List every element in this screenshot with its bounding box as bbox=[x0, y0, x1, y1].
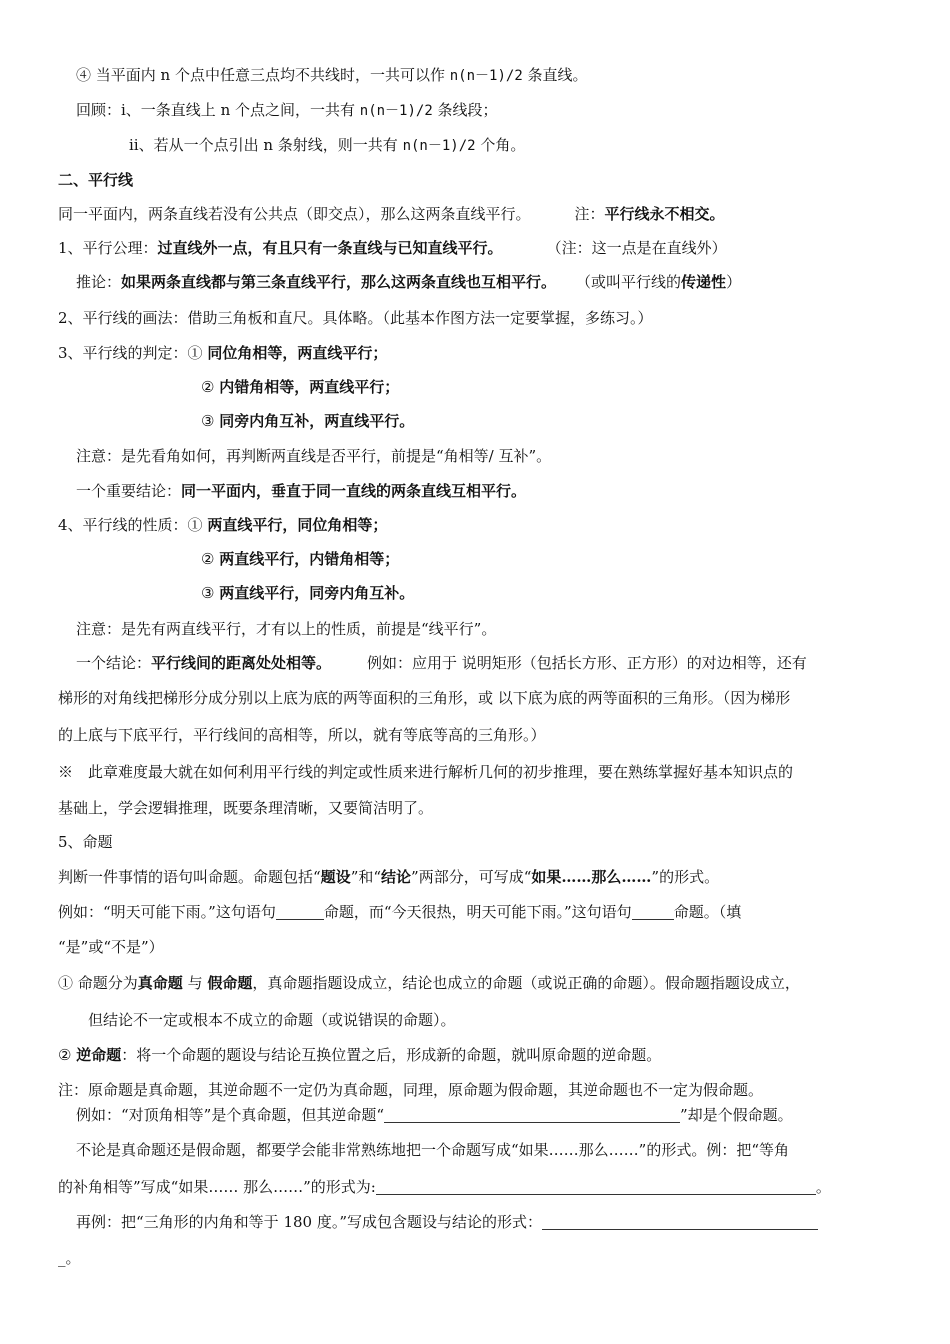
text-line: 一个重要结论：同一平面内，垂直于同一直线的两条直线互相平行。 bbox=[76, 482, 527, 500]
text-line: 梯形的对角线把梯形分成分别以上底为底的两等面积的三角形，或 以下底为底的两等面积的三角形。（因为梯形 bbox=[58, 689, 791, 707]
answer-blank[interactable] bbox=[632, 903, 674, 920]
text-line: ① 命题分为真命题 与 假命题，真命题指题设成立，结论也成立的命题（或说正确的命题）。假命题指题设成立， bbox=[58, 974, 800, 992]
section-heading: 5、命题 bbox=[58, 833, 113, 851]
text-line: 不论是真命题还是假命题，都要学会能非常熟练地把一个命题写成“如果……那么……”的形式。例：把“等角 bbox=[76, 1141, 790, 1159]
section-heading: 二、平行线 bbox=[58, 171, 134, 189]
text-line: 1、平行公理：过直线外一点，有且只有一条直线与已知直线平行。 （注：这一点是在直线外） bbox=[58, 239, 727, 257]
text-line: 4、平行线的性质：① 两直线平行，同位角相等； bbox=[58, 516, 388, 534]
text-line: ② 逆命题：将一个命题的题设与结论互换位置之后，形成新的命题，就叫原命题的逆命题。 bbox=[58, 1046, 662, 1064]
text-line: ② 两直线平行，内错角相等； bbox=[201, 550, 400, 568]
text-line: ③ 同旁内角互补，两直线平行。 bbox=[201, 412, 415, 430]
answer-blank[interactable] bbox=[276, 903, 324, 920]
answer-blank[interactable] bbox=[542, 1213, 818, 1230]
text-line: 再例：把“三角形的内角和等于 180 度。”写成包含题设与结论的形式： bbox=[76, 1211, 818, 1233]
text-line: ③ 两直线平行，同旁内角互补。 bbox=[201, 584, 415, 602]
text-line: 注意：是先有两直线平行，才有以上的性质，前提是“线平行”。 bbox=[76, 620, 497, 638]
text-line: 例如：“明天可能下雨。”这句语句 命题，而“今天很热，明天可能下雨。”这句语句 命题。（填 bbox=[58, 903, 742, 921]
text-line: ※ 此章难度最大就在如何利用平行线的判定或性质来进行解析几何的初步推理，要在熟练掌握好基本知识点的 bbox=[58, 763, 794, 781]
text-line: 3、平行线的判定：① 同位角相等，两直线平行； bbox=[58, 344, 388, 362]
text-line: 的补角相等”写成“如果…… 那么……”的形式为: 。 bbox=[58, 1178, 831, 1196]
text-line: ⅱ、若从一个点引出 n 条射线，则一共有 n(n－1)/2 个角。 bbox=[129, 136, 526, 154]
text-line: 的上底与下底平行，平行线间的高相等，所以，就有等底等高的三角形。） bbox=[58, 726, 546, 744]
text-line: 2、平行线的画法：借助三角板和直尺。具体略。（此基本作图方法一定要掌握，多练习。） bbox=[58, 309, 653, 327]
text-line: 注：原命题是真命题，其逆命题不一定仍为真命题，同理，原命题为假命题，其逆命题也不一定为假命题。 bbox=[58, 1081, 764, 1099]
answer-blank[interactable] bbox=[376, 1178, 816, 1195]
answer-blank[interactable] bbox=[384, 1106, 680, 1123]
text-line: _。 bbox=[58, 1249, 81, 1267]
text-line: “是”或“不是”） bbox=[58, 938, 164, 956]
text-line: 同一平面内，两条直线若没有公共点（即交点），那么这两条直线平行。 注：平行线永不相交。 bbox=[58, 205, 725, 223]
text-line: 注意：是先看角如何，再判断两直线是否平行，前提是“角相等/ 互补”。 bbox=[76, 447, 552, 465]
text-line: 判断一件事情的语句叫命题。命题包括“题设”和“结论”两部分，可写成“如果……那么……”的形式。 bbox=[58, 868, 720, 886]
text-line: ④ 当平面内 n 个点中任意三点均不共线时，一共可以作 n(n－1)/2 条直线。 bbox=[76, 66, 588, 84]
text-line: 推论：如果两条直线都与第三条直线平行，那么这两条直线也互相平行。 （或叫平行线的传递性） bbox=[76, 273, 742, 291]
text-line: 基础上，学会逻辑推理，既要条理清晰，又要简洁明了。 bbox=[58, 799, 434, 817]
text-line: 但结论不一定或根本不成立的命题（或说错误的命题）。 bbox=[88, 1011, 456, 1029]
text-line: ② 内错角相等，两直线平行； bbox=[201, 378, 400, 396]
text-line: 一个结论：平行线间的距离处处相等。 例如：应用于 说明矩形（包括长方形、正方形）的对边相等，还有 bbox=[76, 654, 807, 672]
text-line: 例如：“对顶角相等”是个真命题，但其逆命题“ ”却是个假命题。 bbox=[76, 1106, 793, 1124]
text-line: 回顾：ⅰ、一条直线上 n 个点之间，一共有 n(n－1)/2 条线段； bbox=[76, 101, 498, 119]
